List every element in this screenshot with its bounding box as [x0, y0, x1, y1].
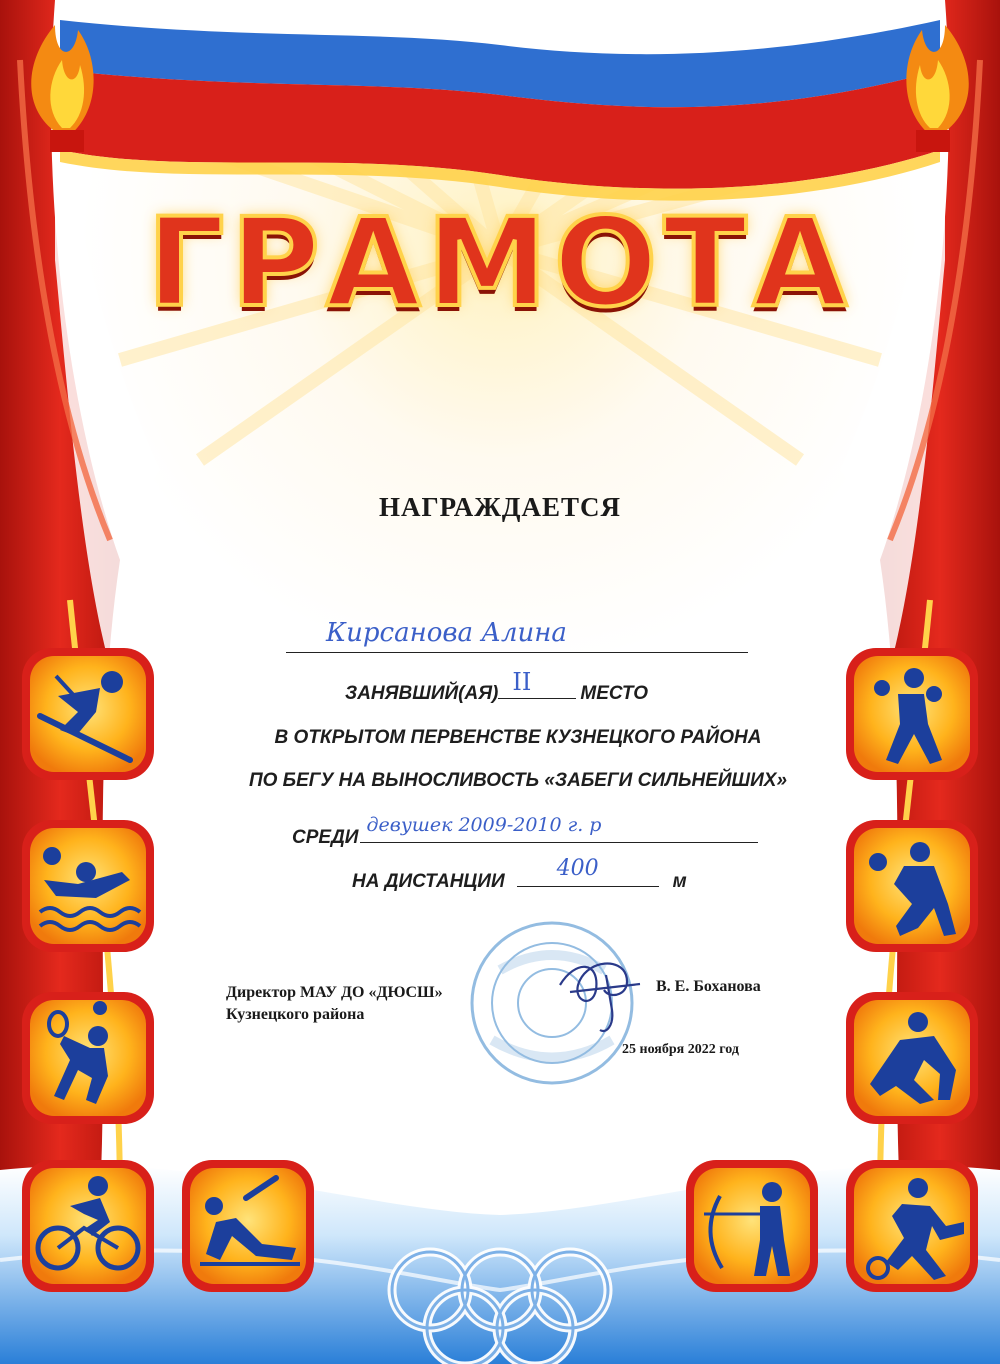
- among-blank: [360, 814, 758, 843]
- archery-icon: [686, 1160, 818, 1292]
- cycling-icon: [22, 1160, 154, 1292]
- water-polo-icon: [22, 820, 154, 952]
- distance-prefix: НА ДИСТАНЦИИ: [352, 871, 505, 892]
- director-name: В. Е. Боханова: [656, 978, 761, 995]
- among-prefix: СРЕДИ: [292, 827, 359, 848]
- among-group: девушек 2009-2010 г. р: [366, 814, 602, 836]
- place-prefix: ЗАНЯВШИЙ(АЯ): [345, 683, 499, 704]
- distance-blank: [517, 856, 659, 887]
- wrestling-icon: [846, 992, 978, 1124]
- distance-line: [352, 856, 687, 893]
- awarded-heading: НАГРАЖДАЕТСЯ: [378, 492, 621, 522]
- gymnastics-icon: [182, 1160, 314, 1292]
- football-icon: [846, 1160, 978, 1292]
- certificate-title: ГРАМОТА: [146, 192, 854, 334]
- certificate-date: 25 ноября 2022 год: [622, 1042, 739, 1057]
- director-title-2: Кузнецкого района: [226, 1006, 365, 1023]
- recipient-name: Кирсанова Алина: [326, 618, 567, 648]
- event-line-2: ПО БЕГУ НА ВЫНОСЛИВОСТЬ «ЗАБЕГИ СИЛЬНЕЙШИХ»: [248, 770, 788, 791]
- boxing-icon: [846, 648, 978, 780]
- distance-unit: м: [672, 871, 687, 892]
- event-line-1: В ОТКРЫТОМ ПЕРВЕНСТВЕ КУЗНЕЦКОГО РАЙОНА: [274, 727, 762, 748]
- skiing-icon: [22, 648, 154, 780]
- tennis-icon: [22, 992, 154, 1124]
- place-blank: [498, 668, 576, 699]
- director-title-1: Директор МАУ ДО «ДЮСШ»: [226, 984, 443, 1001]
- place-line: [345, 668, 649, 705]
- volleyball-icon: [846, 820, 978, 952]
- recipient-line: [286, 612, 748, 653]
- among-line: [292, 814, 758, 849]
- place-number: II: [512, 668, 532, 696]
- place-suffix: МЕСТО: [580, 683, 649, 704]
- distance-value: 400: [556, 856, 599, 881]
